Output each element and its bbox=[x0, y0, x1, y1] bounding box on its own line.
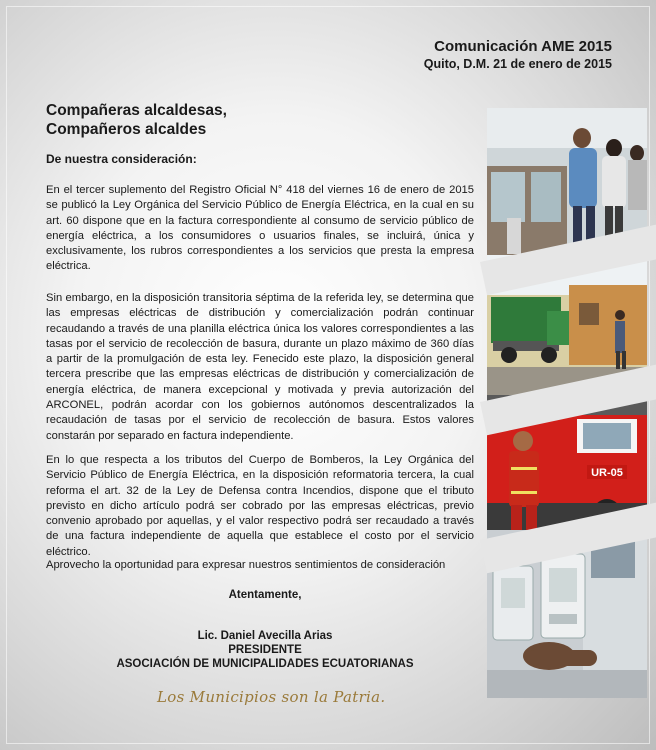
consideration-heading: De nuestra consideración: bbox=[46, 152, 197, 166]
signature-name: Lic. Daniel Avecilla Arias bbox=[197, 630, 333, 642]
paragraph-1: En el tercer suplemento del Registro Oficial N° 418 del viernes 16 de enero de 2015 se publicó la Ley Orgánica del Servicio Público de Energía Eléctrica, en la cual en su art. 60 dispone que en la factura correspondiente al consumo de servicio público de energía eléctrica, a los consumidores o usuarios finales, se incluirá, única y exclusivamente, los rubros correspondientes a los servicios que presta la empresa eléctrica. bbox=[46, 184, 474, 273]
paragraph-2: Sin embargo, en la disposición transitoria séptima de la referida ley, se determina que las empresas eléctricas de distribución y comercialización podrán continuar recaudando a través de una planilla eléctrica única los valores correspondientes a las tasas por el servicio de recolección de basura, durante un plazo máximo de 360 días a partir de la promulgación de esta ley. Fenecido este plazo, la disposición general tercera prescribe que las empresas eléctricas de distribución y comercialización de energía eléctrica, de manera excepcional y motivada y previa autorización del ARCONEL, podrán acordar con los gobiernos autónomos descentralizados la recaudación de tasas por el servicio de recolección de basura. Estos valores constarán por separado en factura independiente. bbox=[46, 292, 474, 442]
slogan: Los Municipios son la Patria. bbox=[157, 688, 386, 706]
paragraph-4: Aprovecho la oportunidad para expresar nuestros sentimientos de consideración bbox=[46, 559, 446, 571]
paragraph-3: En lo que respecta a los tributos del Cuerpo de Bomberos, la Ley Orgánica del Servicio Público de Energía Eléctrica, en la disposición reformatoria tercera, la cual reforma el art. 32 de la Ley de Defensa contra Incendios, dispone que el tributo previsto en dicho artículo podrá ser cobrado por las empresas eléctricas, previo convenio aprobado por aquellas, y el valor respectivo podrá ser recaudado a través de una factura independiente de aquella que establece el costo por el servicio eléctrico. bbox=[46, 454, 474, 558]
signature-role: PRESIDENTE bbox=[228, 644, 302, 656]
signature-organization: ASOCIACIÓN DE MUNICIPALIDADES ECUATORIANAS bbox=[116, 658, 414, 670]
salutation-line-1: Compañeras alcaldesas, bbox=[46, 102, 227, 119]
closing: Atentamente, bbox=[228, 589, 302, 601]
communication-title: Comunicación AME 2015 bbox=[434, 38, 612, 55]
salutation-line-2: Compañeros alcaldes bbox=[46, 121, 207, 138]
communication-date: Quito, D.M. 21 de enero de 2015 bbox=[423, 57, 612, 71]
salutation bbox=[46, 101, 227, 139]
fire-truck-label: UR-05 bbox=[591, 467, 623, 479]
